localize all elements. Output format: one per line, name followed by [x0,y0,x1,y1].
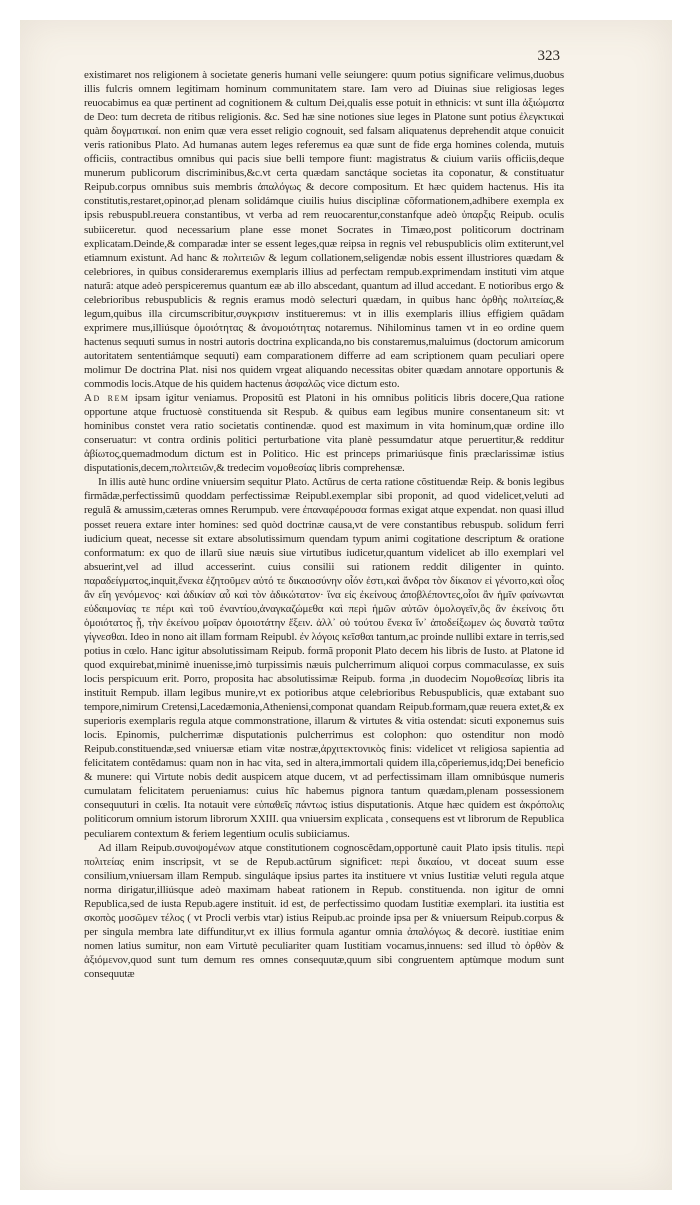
paragraph-2 [84,391,564,475]
paragraph-1: existimaret nos religionem à societate generis humani velle seiungere: quum potius significare velimus,duobus illis fulcris omnem legitimam hominum communitatem stare. Iam vero ad Diuinas siue religiosas leges reuocabimus ea quæ pertinent ad cognitionem & cultum Dei,qualis esse potuit in ethnicis: vt sunt illa ἀξιώματα de Deo: tum decreta de ritibus religionis. &c. Sed hæ sine notiones siue leges in Platone sunt potius ἐλεγκτικαὶ quàm δογματικαί. non enim quæ vera esset religio cognouit, sed falsam aliquatenus deprehendit atque conuicit veris rationibus Plato. Ad humanas autem leges referemus ea quæ sunt de fide erga homines colenda, mutuis officiis, contractibus omnibus qui pacis siue belli tempore fiunt: magistratus & ciuium variis officiis,deque munerum publicorum discriminibus,&c.vt certa quædam sanctáque societas ita coponatur, & constituatur Reipub.corpus omnibus suis membris ἀπαλόγως & decore compositum. Et hæc quidem hactenus. His ita constitutis,restaret,opinor,ad plenam solidámque ciuilis huius disciplinæ cõformationem,adhibere exempla ex ipsis rebuspubl.reuera constantibus, vt verba ad rem reuocarentur,constanfque adeò ὑπαρξις Reipub. oculis subiiceretur. quod necessarium plane esse monet Socrates in Timæo,post politicorum doctrinam explicatam.Deinde,& comparadæ inter se essent leges,quæ reipsa in regnis vel rebuspublicis olim extiterunt,vel etiamnum existunt. Ad hanc & πολιτειῶν & legum collationem,seligendæ nobis essent illustriores quædam & celebriores, in quibus consideraremus exemplaris illius ad perfectam rempub.exprimendam instituti vim atque naturã: atque adeò perspiceremus quantum eæ ab illo abscedant, quantum ad illud accedant. E notioribus ergo & celebrioribus rebuspublicis & regnis eramus modò selecturi quædam, in quibus hanc ὀρθὴς πολιτείας,& legum,quibus illa circumscribitur,συγκρισιν institueremus: vt in illis exemplaris illius effigiem quãdam exprimere mus,illiúsque ὁμοιότητας & ἀνομοιότητας notaremus. Nihilominus tamen vt in eo ordine quem hactenus sequuti sumus in nostri autoris doctrina explicanda,no bis constaremus,maluimus (doctorum amicorum autoritatem sententiámque sequuti) eam comparationem differre ad eam scriptionem quam peculiari opere molimur De doctrina Plat. nisi nos quidem vrgeat aliquando necessitas obiter quædam annotare opportunis & commodis locis.Atque de his quidem hactenus ἀσφαλῶς vice dictum esto. [84,69,564,391]
paragraph-2-text: ipsam igitur veniamus. Propositũ est Platoni in his omnibus politicis libris docere,Qua ratione opportune atque fructuosè constituenda sit Respub. & quibus eam legibus munire consentaneum sit: vt hominibus constet vera ratio societatis continendæ. quod est maximum in vita hominum,quæ ordine illo conseruatur: vt contra ordinis politici perturbatione vita planè pessumdatur atque peruertitur,& redditur ἀβίωτος,quemadmodum dictum est in Politico. Hic est princeps primariúsque finis præclarissimæ istius disputationis,decem,πολιτειῶν,& tredecim νομοθεσίας libris comprehensæ. [84,392,564,475]
paragraph-4: Ad illam Reipub.συνοψομένων atque constitutionem cognoscẽdam,opportunè cauit Plato ipsis titulis. περὶ πολιτείας enim inscripsit, vt se de Repub.actũrum significet: περὶ δικαίου, vt doceat suum esse consilium,vniuersam illam Rempub. singuláque ipsius partes ita instituere vt vnius Iustitiæ veluti regula atque norma dirigatur,illiúsque adeò maximam habeat rationem in Repub. constituenda. non igitur de omni Republica,sed de iusta Repub.agere instituit. id est, de perfectissimo quodam Iustitiæ exemplari. ita iustitia est σκοπὸς μοσῶμεν τέλος ( vt Procli verbis vtar) istius Reipub.ac proinde ipsa per & vniuersum Reipub.corpus & per singula membra late diffunditur,vt ex illius formula agantur omnia ἀπαλόγως & decorè. iustitiae enim nomen latius sumitur, non eam Virtutè peculiariter quam Iustitiam vocamus,innuens: sed illud τὸ ὀρθὸν & ἀξιόμενον,quod sunt tum demum res omnes consequutæ,quum sibi congruentem aptùmque modum sunt consequutæ [84,841,564,980]
paragraph-2-incipit: Ad rem [84,392,130,405]
page-number: 323 [537,48,560,64]
paragraph-3: In illis autè hunc ordine vniuersim sequitur Plato. Actũrus de certa ratione cõstituendæ Reip. & bonis legibus firmãdæ,perfectissimũ quoddam perfectissimæ Reipubl.exemplar sibi proponit, ad quod videlicet,veluti ad regulã & amussim,cæteras omnes Rerumpub. vere ἐπαναφέρουσα formas exigat atque expendat. non quasi illud posset reuera extare inter homines: sed quòd doctrinæ causa,vt de vere constantibus rebuspub. solidum ferri iudicium queat, necesse sit extare absolutissimum quendam typum animi cogitatione descriptum & oratione conformatum: ex quo de illarũ siue næuis siue virtutibus iudicetur,quantum videlicet ab illo exemplari vel absuerint,vel ad illud accesserint. cuius consilii sui rationem reddit diligenter in quinto. παραδείγματος,inquit,ἕνεκα ἐζητοῦμεν αὐτό τε δικαιοσύνην οἷόν ἐστι,καὶ ἄνδρα τὸν δίκαιον εἰ γένοιτο,καὶ οἷος ἂν εἴη γενόμενος· καὶ ἀδικίαν αὖ καὶ τὸν ἀδικώτατον· ἵνα εἰς ἐκείνους ἀποβλέποντες,οἷοι ἂν ἡμῖν φαίνωνται εὐδαιμονίας τε πέρι καὶ τοῦ ἐναντίου,ἀναγκαζώμεθα καὶ περὶ ἡμῶν αὐτῶν ὁμολογεῖν,ὃς ἂν ἐκείνοις ὅτι ὁμοιότατος ᾖ, τὴν ἐκείνου μοῖραν ὁμοιοτάτην ἕξειν. ἀλλ᾽ οὐ τούτου ἕνεκα ἵν᾽ ἀποδείξωμεν ὡς δυνατὰ ταῦτα γίγνεσθαι. Ideo in nono ait illam formam Reipubl. ἐν λόγοις κεῖσθαι tantum,ac proinde nullibi extare in terris,sed potius in cœlo. Hanc igitur absolutissimam Reipub. formã proponit Plato decem his libris de Iusto. at Platone id quod exquirebat,minimè inuenisse,imò turpissimis næuis pulcherrimum aliquoi corpus commaculasse, ex suis locis perspicuum erit. Porro, proposita hac absolutissimæ Reipub. forma ,in duodecim Νομοθεσίας libris ita instituit Rempub. illam legibus munire,vt ex potioribus atque celebrioribus Rebuspublicis, quæ extabant suo tempore,nimirum Cretensi,Lacedæmonia,Atheniensi,componat quandam Reipub.formam,quæ reuera extet,& ex superioris exemplaris regula atque commonstratione, illarum & virtutes & vitia ostendat: sicuti exponemus suis locis. Epinomis, pulcherrimæ disputationis pulcherrimus est colophon: quo ostenditur non modò Reipub.constituendæ,sed vniuersæ etiam vitæ nostræ,ἀρχιτεκτονικὸς finis: videlicet vt religiosa sapientia ad felicitatem contẽdamus: quam non in hac vita, sed in altera,immortali quidem illa,cõperiemus,idq;Dei beneficio & munere: qui Virtute nobis dedit auspicem atque ducem, vt ad perfectissimam illam omnibúsque numeris cumulatam felicitatem perueniamus: cuius hîc habemus pignora tantum quædam,plenam possessionem consequuturi in cœlis. Ita notauit vere εὐπαθεῖς πάντως istius disputationis. Atque hæc quidem est ἀκρόπολις politicorum omnium istorum librorum XXIII. qua vniuersim explicata , consequens est vt librorum de Republica peculiarem contextum & feriem legentium oculis subiiciamus. [84,476,564,840]
body-text [84,68,564,981]
